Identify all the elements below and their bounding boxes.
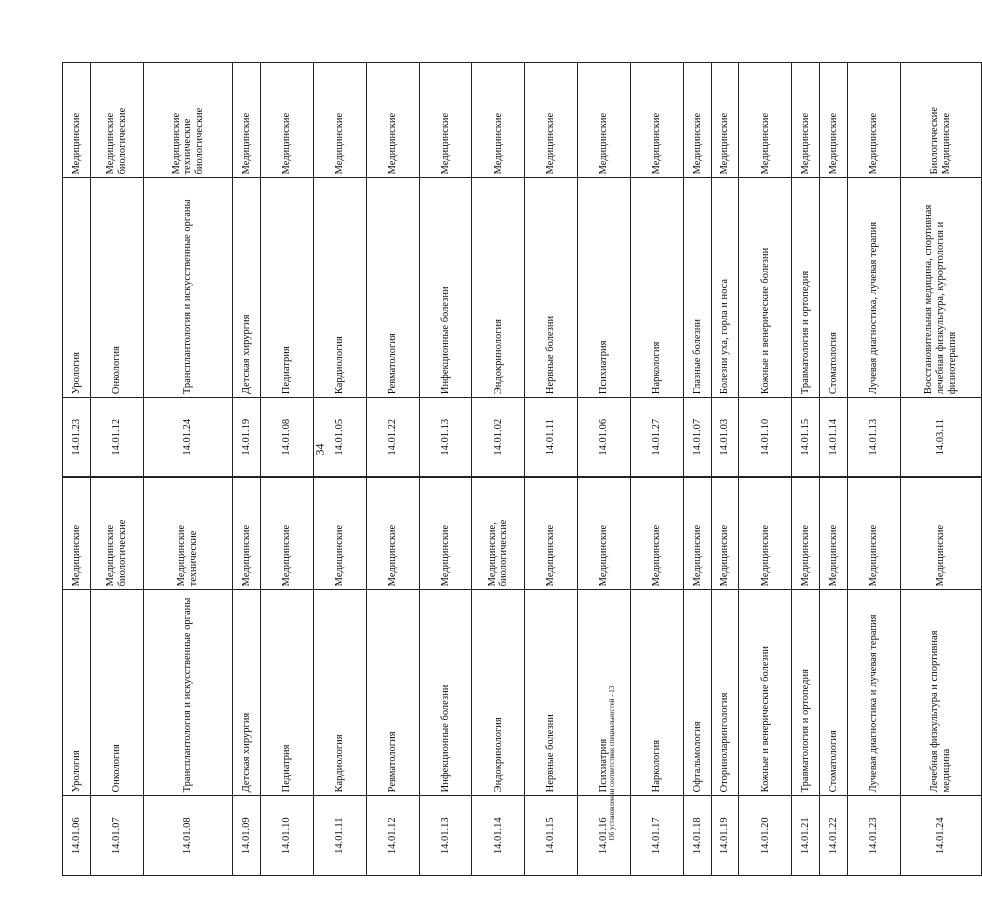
table-row — [847, 63, 900, 876]
new-code-cell: 14.01.13 — [419, 398, 472, 478]
old-science-field-cell: Медицинские технические — [143, 477, 233, 590]
old-code-cell: 14.01.08 — [143, 796, 233, 876]
old-science-field-cell: Медицинские биологические — [90, 477, 143, 590]
new-science-field-cell: Медицинские — [578, 63, 631, 178]
new-specialty-cell: Урология — [63, 178, 91, 398]
new-specialty-cell: Педиатрия — [260, 178, 313, 398]
old-code-cell: 14.01.15 — [525, 796, 578, 876]
new-specialty-cell: Стоматология — [819, 178, 847, 398]
old-specialty-cell: Инфекционные болезни — [419, 590, 472, 796]
new-code-cell: 14.01.03 — [711, 398, 739, 478]
table-row — [366, 63, 419, 876]
old-specialty-cell: Наркология — [631, 590, 684, 796]
table-row — [313, 63, 366, 876]
old-code-cell: 14.01.11 — [313, 796, 366, 876]
old-specialty-cell: Нервные болезни — [525, 590, 578, 796]
old-science-field-cell: Медицинские — [711, 477, 739, 590]
old-code-cell: 14.01.22 — [819, 796, 847, 876]
table-row — [711, 63, 739, 876]
new-science-field-cell: Медицинские — [260, 63, 313, 178]
new-code-cell: 14.01.06 — [578, 398, 631, 478]
new-specialty-cell: Онкология — [90, 178, 143, 398]
new-specialty-cell: Ревматология — [366, 178, 419, 398]
old-code-cell: 14.01.23 — [847, 796, 900, 876]
new-science-field-cell: Медицинские технические биологические — [143, 63, 233, 178]
new-code-cell: 14.01.12 — [90, 398, 143, 478]
new-science-field-cell: Медицинские — [233, 63, 261, 178]
new-science-field-cell: Медицинские — [684, 63, 712, 178]
table-row — [233, 63, 261, 876]
old-code-cell: 14.01.13 — [419, 796, 472, 876]
new-specialty-cell: Эндокринология — [472, 178, 525, 398]
old-code-cell: 14.01.16 — [578, 796, 631, 876]
table-row — [900, 63, 981, 876]
old-specialty-cell: Психиатрия — [578, 590, 631, 796]
table-body — [63, 63, 982, 876]
old-science-field-cell: Медицинские — [578, 477, 631, 590]
old-specialty-cell: Офтальмология — [684, 590, 712, 796]
new-science-field-cell: Медицинские биологические — [90, 63, 143, 178]
new-science-field-cell: Медицинские — [366, 63, 419, 178]
old-code-cell: 14.01.10 — [260, 796, 313, 876]
new-science-field-cell: Медицинские — [472, 63, 525, 178]
new-specialty-cell: Кардиология — [313, 178, 366, 398]
old-code-cell: 14.01.06 — [63, 796, 91, 876]
table-row — [525, 63, 578, 876]
old-science-field-cell: Медицинские — [900, 477, 981, 590]
old-specialty-cell: Онкология — [90, 590, 143, 796]
old-code-cell: 14.01.21 — [792, 796, 820, 876]
old-code-cell: 14.01.17 — [631, 796, 684, 876]
old-specialty-cell: Урология — [63, 590, 91, 796]
old-specialty-cell: Оториноларингология — [711, 590, 739, 796]
new-code-cell: 14.01.13 — [847, 398, 900, 478]
new-science-field-cell: Медицинские — [711, 63, 739, 178]
new-code-cell: 14.01.10 — [739, 398, 792, 478]
old-code-cell: 14.01.09 — [233, 796, 261, 876]
old-code-cell: 14.01.20 — [739, 796, 792, 876]
old-science-field-cell: Медицинские — [847, 477, 900, 590]
new-code-cell: 14.01.02 — [472, 398, 525, 478]
old-specialty-cell: Травматология и ортопедия — [792, 590, 820, 796]
old-specialty-cell: Педиатрия — [260, 590, 313, 796]
old-science-field-cell: Медицинские — [233, 477, 261, 590]
new-code-cell: 14.03.11 — [900, 398, 981, 478]
new-code-cell: 14.01.08 — [260, 398, 313, 478]
old-specialty-cell: Детская хирургия — [233, 590, 261, 796]
new-specialty-cell: Кожные и венерические болезни — [739, 178, 792, 398]
old-science-field-cell: Медицинские, биологические — [472, 477, 525, 590]
old-science-field-cell: Медицинские — [313, 477, 366, 590]
old-specialty-cell: Ревматология — [366, 590, 419, 796]
old-specialty-cell: Лечебная физкультура и спортивная медицина — [900, 590, 981, 796]
old-specialty-cell: Лучевая диагностика и лучевая терапия — [847, 590, 900, 796]
old-code-cell: 14.01.12 — [366, 796, 419, 876]
old-code-cell: 14.01.14 — [472, 796, 525, 876]
old-specialty-cell: Трансплантология и искусственные органы — [143, 590, 233, 796]
new-science-field-cell: Медицинские — [739, 63, 792, 178]
new-code-cell: 14.01.14 — [819, 398, 847, 478]
new-code-cell: 14.01.27 — [631, 398, 684, 478]
new-science-field-cell: Медицинские — [631, 63, 684, 178]
old-specialty-cell: Кожные и венерические болезни — [739, 590, 792, 796]
old-science-field-cell: Медицинские — [63, 477, 91, 590]
old-science-field-cell: Медицинские — [684, 477, 712, 590]
old-science-field-cell: Медицинские — [260, 477, 313, 590]
old-science-field-cell: Медицинские — [819, 477, 847, 590]
new-code-cell: 14.01.11 — [525, 398, 578, 478]
new-code-cell: 14.01.23 — [63, 398, 91, 478]
correspondence-table — [62, 62, 982, 876]
old-code-cell: 14.01.24 — [900, 796, 981, 876]
table-row — [472, 63, 525, 876]
new-science-field-cell: Медицинские — [419, 63, 472, 178]
table-row — [90, 63, 143, 876]
new-specialty-cell: Детская хирургия — [233, 178, 261, 398]
new-science-field-cell: Медицинские — [847, 63, 900, 178]
new-specialty-cell: Психиатрия — [578, 178, 631, 398]
old-code-cell: 14.01.19 — [711, 796, 739, 876]
table-row — [419, 63, 472, 876]
old-science-field-cell: Медицинские — [792, 477, 820, 590]
footer-text: Об установлении соответствия специальностей - 13 — [608, 685, 616, 841]
new-code-cell: 14.01.07 — [684, 398, 712, 478]
new-specialty-cell: Травматология и ортопедия — [792, 178, 820, 398]
new-code-cell: 14.01.24 — [143, 398, 233, 478]
old-specialty-cell: Стоматология — [819, 590, 847, 796]
new-code-cell: 14.01.19 — [233, 398, 261, 478]
table-row — [63, 63, 91, 876]
new-code-cell: 14.01.05 — [313, 398, 366, 478]
table-row — [631, 63, 684, 876]
page-number: 34 — [312, 443, 327, 456]
new-specialty-cell: Лучевая диагностика, лучевая терапия — [847, 178, 900, 398]
table-row — [792, 63, 820, 876]
table-row — [739, 63, 792, 876]
new-science-field-cell: Медицинские — [819, 63, 847, 178]
table-row — [819, 63, 847, 876]
old-science-field-cell: Медицинские — [525, 477, 578, 590]
new-science-field-cell: Медицинские — [313, 63, 366, 178]
table-row — [578, 63, 631, 876]
new-science-field-cell: Биологические Медицинские — [900, 63, 981, 178]
new-specialty-cell: Трансплантология и искусственные органы — [143, 178, 233, 398]
table-row — [260, 63, 313, 876]
old-science-field-cell: Медицинские — [366, 477, 419, 590]
old-specialty-cell: Кардиология — [313, 590, 366, 796]
new-science-field-cell: Медицинские — [63, 63, 91, 178]
new-specialty-cell: Наркология — [631, 178, 684, 398]
new-science-field-cell: Медицинские — [792, 63, 820, 178]
old-science-field-cell: Медицинские — [739, 477, 792, 590]
new-specialty-cell: Нервные болезни — [525, 178, 578, 398]
old-code-cell: 14.01.18 — [684, 796, 712, 876]
new-code-cell: 14.01.15 — [792, 398, 820, 478]
new-specialty-cell: Инфекционные болезни — [419, 178, 472, 398]
new-code-cell: 14.01.22 — [366, 398, 419, 478]
old-code-cell: 14.01.07 — [90, 796, 143, 876]
old-specialty-cell: Эндокринология — [472, 590, 525, 796]
old-science-field-cell: Медицинские — [631, 477, 684, 590]
new-science-field-cell: Медицинские — [525, 63, 578, 178]
old-science-field-cell: Медицинские — [419, 477, 472, 590]
table-row — [143, 63, 233, 876]
new-specialty-cell: Болезни уха, горла и носа — [711, 178, 739, 398]
new-specialty-cell: Восстановительная медицина, спортивная лечебная физкультура, курортология и физиотерапия — [900, 178, 981, 398]
table-row — [684, 63, 712, 876]
new-specialty-cell: Глазные болезни — [684, 178, 712, 398]
